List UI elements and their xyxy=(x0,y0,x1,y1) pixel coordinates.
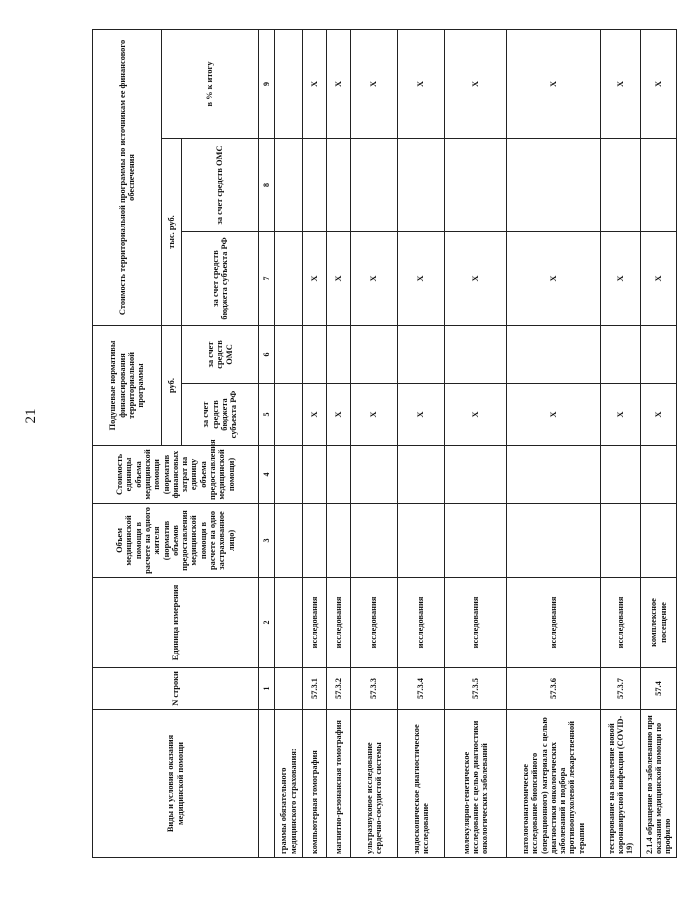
row-line: 57.3.5 xyxy=(445,667,507,709)
row-mark: X xyxy=(351,231,398,325)
header-line-number: N строки xyxy=(93,667,259,709)
row-name: 2.1.4 обращение по заболеванию при оказании медицинской помощи по профилю xyxy=(641,709,677,857)
header-volume: Объем медицинской помощи в расчете на одного жителя (норматив объемов предоставления медицинской помощи в расчете на одно застрахованное лицо) xyxy=(93,503,259,577)
row-mark: X xyxy=(601,231,641,325)
row-line: 57.3.1 xyxy=(303,667,327,709)
column-number: 6 xyxy=(259,325,275,383)
row-unit: исследования xyxy=(507,577,601,667)
column-number: 2 xyxy=(259,577,275,667)
table-row xyxy=(445,29,507,857)
row-line: 57.3.3 xyxy=(351,667,398,709)
row-mark: X xyxy=(445,231,507,325)
row-mark: X xyxy=(507,29,601,138)
row-mark: X xyxy=(507,383,601,445)
row-mark: X xyxy=(303,383,327,445)
table-row xyxy=(303,29,327,857)
row-mark: X xyxy=(641,29,677,138)
column-number: 4 xyxy=(259,445,275,503)
row-name: магнитно-резонансная томография xyxy=(327,709,351,857)
table-row xyxy=(601,29,641,857)
row-unit: исследования xyxy=(445,577,507,667)
row-name: патологоанатомическое исследование биопсийного (операционного) материала с целью диагностики онкологических заболеваний и подбора противоопухолевой лекарственной терапии xyxy=(507,709,601,857)
table-row xyxy=(641,29,677,857)
header-pct: в % к итогу xyxy=(162,29,259,138)
column-number: 5 xyxy=(259,383,275,445)
row-unit: исследования xyxy=(398,577,445,667)
cost-table xyxy=(92,29,677,858)
rotated-table-wrapper xyxy=(92,30,673,858)
row-unit: комплексное посещение xyxy=(641,577,677,667)
row-mark: X xyxy=(327,231,351,325)
row-unit: исследования xyxy=(303,577,327,667)
header-budget: за счет средств бюджета субъекта РФ xyxy=(182,383,259,445)
column-numbers-row xyxy=(259,29,275,857)
header-unit-rub: руб. xyxy=(162,325,182,445)
row-mark: X xyxy=(303,231,327,325)
intro-text: граммы обязательного медицинского страхования: xyxy=(275,709,303,857)
column-number: 3 xyxy=(259,503,275,577)
column-number xyxy=(259,709,275,857)
header-unit-cost: Стоимость единицы объема медицинской помощи (норматив финансовых затрат на единицу объема предоставления медицинской помощи) xyxy=(93,445,259,503)
row-mark: X xyxy=(351,29,398,138)
column-number: 1 xyxy=(259,667,275,709)
row-mark: X xyxy=(601,383,641,445)
table-row xyxy=(351,29,398,857)
row-mark: X xyxy=(641,231,677,325)
row-mark: X xyxy=(641,383,677,445)
row-name: молекулярно-генетическое исследование с целью диагностики онкологических заболеваний xyxy=(445,709,507,857)
row-line: 57.3.4 xyxy=(398,667,445,709)
row-mark: X xyxy=(327,383,351,445)
table-row xyxy=(507,29,601,857)
row-mark: X xyxy=(398,231,445,325)
header-unit: Единица измерения xyxy=(93,577,259,667)
row-mark: X xyxy=(398,29,445,138)
row-unit: исследования xyxy=(327,577,351,667)
row-mark: X xyxy=(303,29,327,138)
header-row-1 xyxy=(93,29,162,857)
row-mark: X xyxy=(351,383,398,445)
header-budget-cost: за счет средств бюджета субъекта РФ xyxy=(182,231,259,325)
page-number: 21 xyxy=(23,408,39,424)
row-line: 57.3.7 xyxy=(601,667,641,709)
header-group-cost: Стоимость территориальной программы по источникам ее финансового обеспечения xyxy=(93,29,162,325)
row-mark: X xyxy=(327,29,351,138)
row-mark: X xyxy=(445,383,507,445)
column-number: 7 xyxy=(259,231,275,325)
row-mark: X xyxy=(398,383,445,445)
header-group-norm: Подушевые нормативы финансирования территориальной программы xyxy=(93,325,162,445)
header-kinds: Виды и условия оказания медицинской помощи xyxy=(93,709,259,857)
column-number: 8 xyxy=(259,138,275,231)
row-mark: X xyxy=(601,29,641,138)
row-line: 57.4 xyxy=(641,667,677,709)
row-name: тестирование на выявление новой коронавирусной инфекции (COVID-19) xyxy=(601,709,641,857)
header-unit-thous: тыс. руб. xyxy=(162,138,182,325)
row-unit: исследования xyxy=(601,577,641,667)
row-mark: X xyxy=(507,231,601,325)
column-number: 9 xyxy=(259,29,275,138)
table-row xyxy=(398,29,445,857)
header-oms: за счет средств ОМС xyxy=(182,325,259,383)
row-unit: исследования xyxy=(351,577,398,667)
row-name: эндоскопическое диагностическое исследование xyxy=(398,709,445,857)
row-line: 57.3.2 xyxy=(327,667,351,709)
intro-row xyxy=(275,29,303,857)
header-oms-cost: за счет средств ОМС xyxy=(182,138,259,231)
row-name: ультразвуковое исследование сердечно-сосудистой системы xyxy=(351,709,398,857)
row-line: 57.3.6 xyxy=(507,667,601,709)
table-row xyxy=(327,29,351,857)
row-name: компьютерная томография xyxy=(303,709,327,857)
row-mark: X xyxy=(445,29,507,138)
